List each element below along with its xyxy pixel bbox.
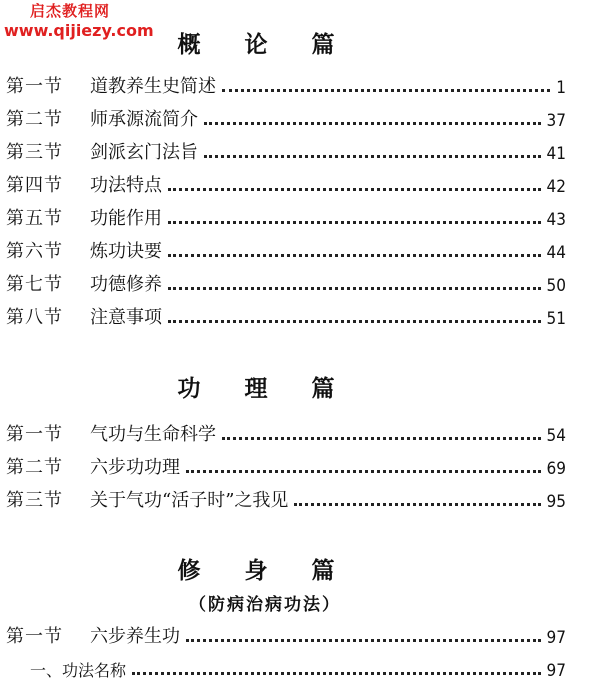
- toc-entry[interactable]: [6, 416, 566, 446]
- section-title-theory: 功 理 篇: [177, 376, 353, 402]
- toc-entry[interactable]: [6, 68, 566, 98]
- watermark-site-name: 启杰教程网: [30, 2, 111, 20]
- dot-leader: [222, 437, 541, 440]
- toc-entry-number: 第六节: [6, 241, 63, 262]
- toc-entry-title: 注意事项: [90, 307, 162, 328]
- toc-entry-title: 关于气功“活子时”之我见: [90, 490, 289, 511]
- toc-entry-page: 97: [546, 628, 566, 648]
- dot-leader: [186, 639, 541, 642]
- toc-entry-number: 第三节: [6, 490, 63, 511]
- dot-leader: [132, 672, 541, 675]
- section-title-cultivation: 修 身 篇: [177, 558, 353, 584]
- toc-entry-page: 69: [546, 459, 566, 479]
- dot-leader: [222, 89, 550, 92]
- dot-leader: [168, 188, 541, 191]
- section-title-overview: 概 论 篇: [177, 32, 353, 58]
- toc-entry-page: 37: [546, 111, 566, 131]
- toc-entry-title: 六步养生功: [90, 626, 180, 647]
- toc-entry-title: 道教养生史简述: [90, 76, 216, 97]
- toc-entry-number: 第八节: [6, 307, 63, 328]
- toc-entry-title: 气功与生命科学: [90, 424, 216, 445]
- toc-entry-page: 95: [546, 492, 566, 512]
- toc-entry-page: 44: [546, 243, 566, 263]
- dot-leader: [204, 155, 541, 158]
- toc-entry[interactable]: [6, 266, 566, 296]
- toc-entry-number: 第四节: [6, 175, 63, 196]
- toc-entry-title: 炼功诀要: [90, 241, 162, 262]
- toc-entry-page: 97: [546, 661, 566, 681]
- toc-entry[interactable]: [6, 200, 566, 230]
- toc-entry-page: 54: [546, 426, 566, 446]
- dot-leader: [204, 122, 541, 125]
- toc-entry-page: 42: [546, 177, 566, 197]
- toc-entry-number: 第一节: [6, 626, 63, 647]
- dot-leader: [168, 287, 541, 290]
- toc-entry-page: 51: [546, 309, 566, 329]
- toc-entry[interactable]: [6, 618, 566, 648]
- dot-leader: [168, 254, 541, 257]
- toc-subentry[interactable]: [6, 651, 566, 681]
- dot-leader: [168, 320, 541, 323]
- toc-entry-title: 师承源流简介: [90, 109, 198, 130]
- toc-entry-page: 41: [546, 144, 566, 164]
- toc-entry-title: 六步功功理: [90, 457, 180, 478]
- section-subtitle: （防病治病功法）: [189, 595, 341, 615]
- toc-entry-title: 一、功法名称: [30, 661, 127, 680]
- toc-entry[interactable]: [6, 101, 566, 131]
- toc-entry[interactable]: [6, 482, 566, 512]
- toc-entry-number: 第二节: [6, 457, 63, 478]
- dot-leader: [168, 221, 541, 224]
- toc-entry-number: 第一节: [6, 76, 63, 97]
- toc-entry[interactable]: [6, 134, 566, 164]
- toc-entry-page: 50: [546, 276, 566, 296]
- toc-entry-page: 1: [556, 78, 566, 98]
- toc-entry[interactable]: [6, 233, 566, 263]
- toc-entry[interactable]: [6, 167, 566, 197]
- dot-leader: [294, 503, 540, 506]
- toc-entry-title: 功法特点: [90, 175, 162, 196]
- toc-entry-number: 第一节: [6, 424, 63, 445]
- toc-entry-number: 第三节: [6, 142, 63, 163]
- toc-entry[interactable]: [6, 449, 566, 479]
- toc-entry-title: 功能作用: [90, 208, 162, 229]
- toc-entry[interactable]: [6, 299, 566, 329]
- toc-entry-number: 第二节: [6, 109, 63, 130]
- toc-entry-number: 第七节: [6, 274, 63, 295]
- watermark-url: www.qijiezy.com: [4, 20, 154, 40]
- toc-entry-number: 第五节: [6, 208, 63, 229]
- toc-entry-page: 43: [546, 210, 566, 230]
- toc-entry-title: 功德修养: [90, 274, 162, 295]
- toc-entry-title: 剑派玄门法旨: [90, 142, 198, 163]
- dot-leader: [186, 470, 541, 473]
